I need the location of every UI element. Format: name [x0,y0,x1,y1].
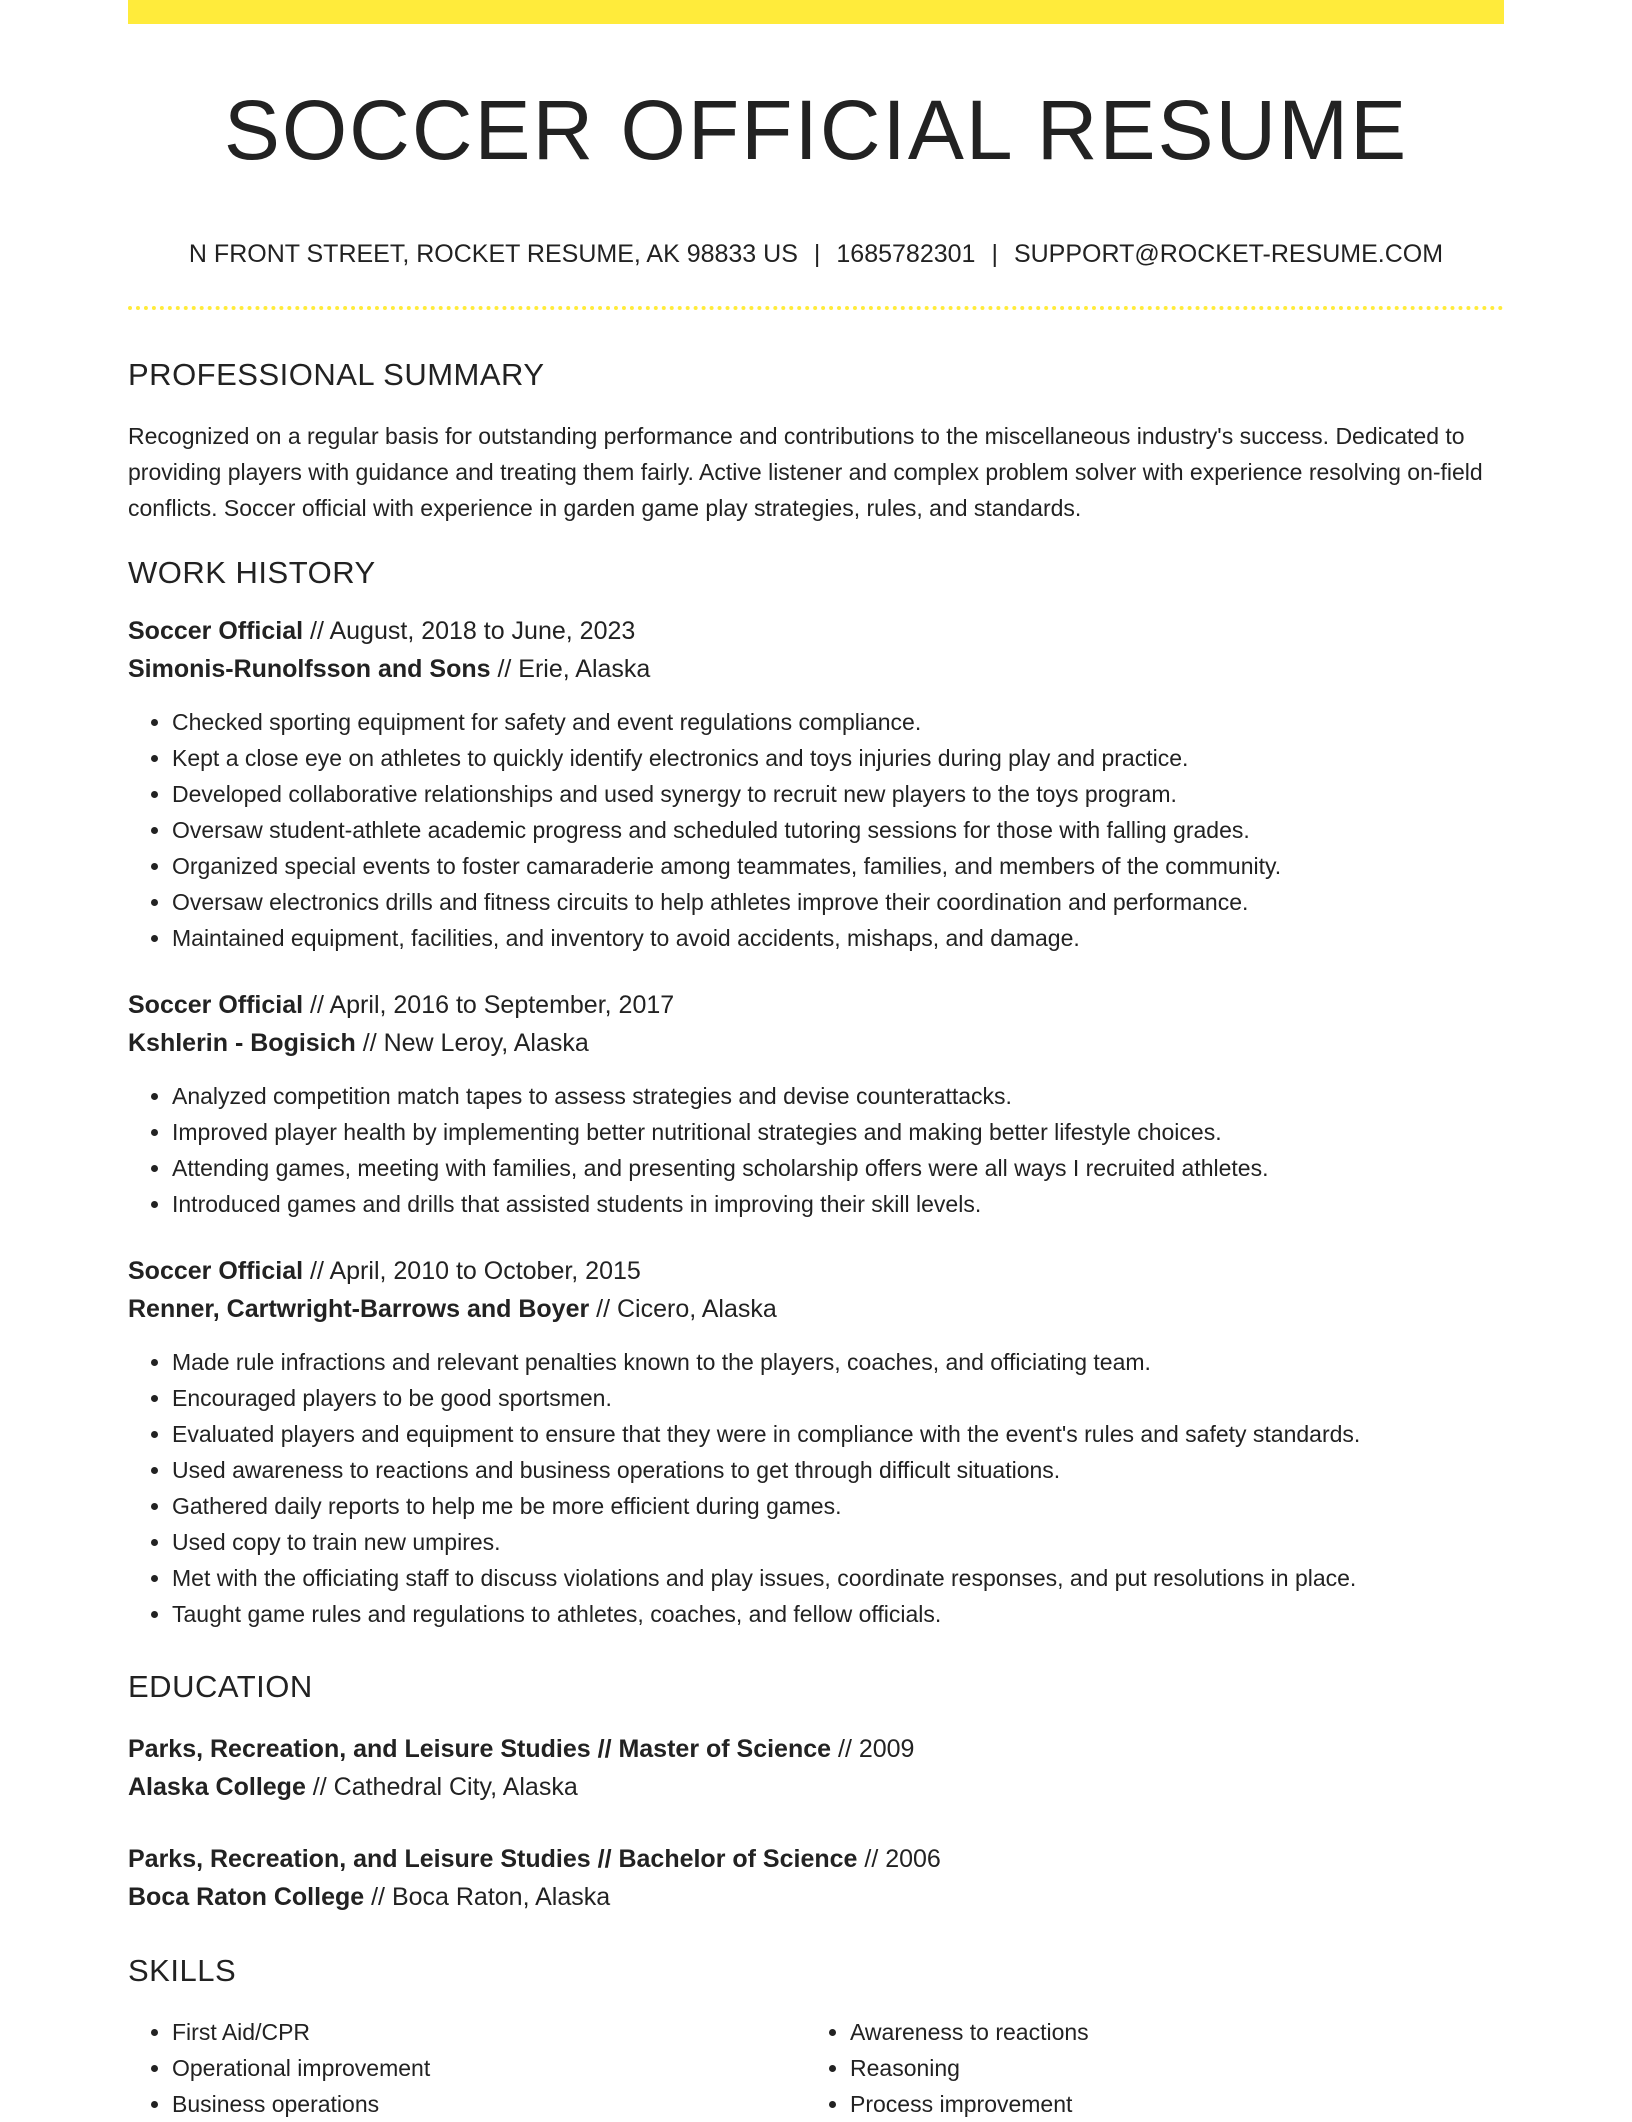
school: Alaska College [128,1773,306,1801]
job-company-line [128,1290,1504,1328]
job-bullets [128,704,1504,956]
job-title-line [128,612,1504,650]
job-dates: // April, 2010 to October, 2015 [303,1257,641,1285]
list-item: • Operational improvement [172,2050,806,2086]
job-dates: // August, 2018 to June, 2023 [303,617,636,645]
list-item: • Introduced games and drills that assisted students in improving their skill levels. [172,1186,1504,1222]
degree: Parks, Recreation, and Leisure Studies // Bachelor of Science [128,1845,858,1873]
list-item: • Used awareness to reactions and business operations to get through difficult situations. [172,1452,1504,1488]
job-bullets [128,1344,1504,1632]
job-bullets [128,1078,1504,1222]
list-item: • Evaluated players and equipment to ensure that they were in compliance with the event's rules and safety standards. [172,1416,1504,1452]
dotted-divider [128,306,1504,310]
accent-bar [128,0,1504,24]
separator: | [813,240,821,268]
school-location: // Cathedral City, Alaska [305,1773,578,1801]
job-title-line [128,1252,1504,1290]
degree-year: // 2009 [831,1735,915,1763]
list-item: • Developed collaborative relationships and used synergy to recruit new players to the toys program. [172,776,1504,812]
address: N FRONT STREET, ROCKET RESUME, AK 98833 US [188,240,798,268]
education-entry [128,1840,1504,1916]
skills-list-right [806,2014,1484,2122]
skills-list-left [128,2014,806,2122]
job-entry [128,1252,1504,1632]
job-company: Renner, Cartwright-Barrows and Boyer [128,1295,590,1323]
list-item: • Met with the officiating staff to discuss violations and play issues, coordinate responses, and put resolutions in place. [172,1560,1504,1596]
school-line [128,1878,1504,1916]
list-item: • Attending games, meeting with families, and presenting scholarship offers were all ways I recruited athletes. [172,1150,1504,1186]
list-item: • Oversaw electronics drills and fitness circuits to help athletes improve their coordination and performance. [172,884,1504,920]
list-item: • Reasoning [850,2050,1484,2086]
separator: | [991,240,998,268]
job-entry [128,986,1504,1222]
list-item: • Made rule infractions and relevant penalties known to the players, coaches, and officiating team. [172,1344,1504,1380]
list-item: • Business operations [172,2086,806,2122]
list-item: • Maintained equipment, facilities, and inventory to avoid accidents, mishaps, and damage. [172,920,1504,956]
degree-line [128,1730,1504,1768]
list-item: • Analyzed competition match tapes to assess strategies and devise counterattacks. [172,1078,1504,1114]
list-item: • Organized special events to foster camaraderie among teammates, families, and members of the community. [172,848,1504,884]
email: SUPPORT@ROCKET-RESUME.COM [1013,240,1444,268]
list-item: • Gathered daily reports to help me be more efficient during games. [172,1488,1504,1524]
job-title: Soccer Official [128,1257,304,1285]
job-location: // Cicero, Alaska [589,1295,777,1323]
degree: Parks, Recreation, and Leisure Studies // Master of Science [128,1735,832,1763]
list-item: • Awareness to reactions [850,2014,1484,2050]
school-location: // Boca Raton, Alaska [364,1883,611,1911]
degree-year: // 2006 [857,1845,941,1873]
school: Boca Raton College [128,1883,365,1911]
list-item: • First Aid/CPR [172,2014,806,2050]
education-entry [128,1730,1504,1806]
page-title: SOCCER OFFICIAL RESUME [223,83,1409,177]
list-item: • Kept a close eye on athletes to quickly identify electronics and toys injuries during play and practice. [172,740,1504,776]
summary-heading: PROFESSIONAL SUMMARY [128,357,545,392]
phone: 1685782301 [836,240,976,268]
job-entry [128,612,1504,956]
work-history-heading: WORK HISTORY [128,555,376,590]
skills-columns [128,2014,1504,2122]
job-title-line [128,986,1504,1024]
skills-heading: SKILLS [128,1953,237,1988]
job-company: Simonis-Runolfsson and Sons [128,655,491,683]
summary-text: Recognized on a regular basis for outstanding performance and contributions to the miscellaneous industry's success. Dedicated to providing players with guidance and treating them fairly. Active listener and complex problem solver with experience resolving on-field conflicts. Soccer official with experience in garden game play strategies, rules, and standards. [128,423,1483,521]
list-item: • Used copy to train new umpires. [172,1524,1504,1560]
resume-content [128,350,1504,2122]
job-location: // New Leroy, Alaska [355,1029,589,1057]
contact-line [128,236,1504,272]
job-dates: // April, 2016 to September, 2017 [303,991,675,1019]
job-title: Soccer Official [128,617,304,645]
list-item: • Checked sporting equipment for safety and event regulations compliance. [172,704,1504,740]
job-title: Soccer Official [128,991,304,1019]
job-company-line [128,1024,1504,1062]
list-item: • Process improvement [850,2086,1484,2122]
school-line [128,1768,1504,1806]
list-item: • Improved player health by implementing better nutritional strategies and making better lifestyle choices. [172,1114,1504,1150]
job-company: Kshlerin - Bogisich [128,1029,356,1057]
list-item: • Taught game rules and regulations to athletes, coaches, and fellow officials. [172,1596,1504,1632]
degree-line [128,1840,1504,1878]
education-heading: EDUCATION [128,1669,313,1704]
list-item: • Oversaw student-athlete academic progress and scheduled tutoring sessions for those with falling grades. [172,812,1504,848]
list-item: • Encouraged players to be good sportsmen. [172,1380,1504,1416]
job-location: // Erie, Alaska [490,655,651,683]
job-company-line [128,650,1504,688]
